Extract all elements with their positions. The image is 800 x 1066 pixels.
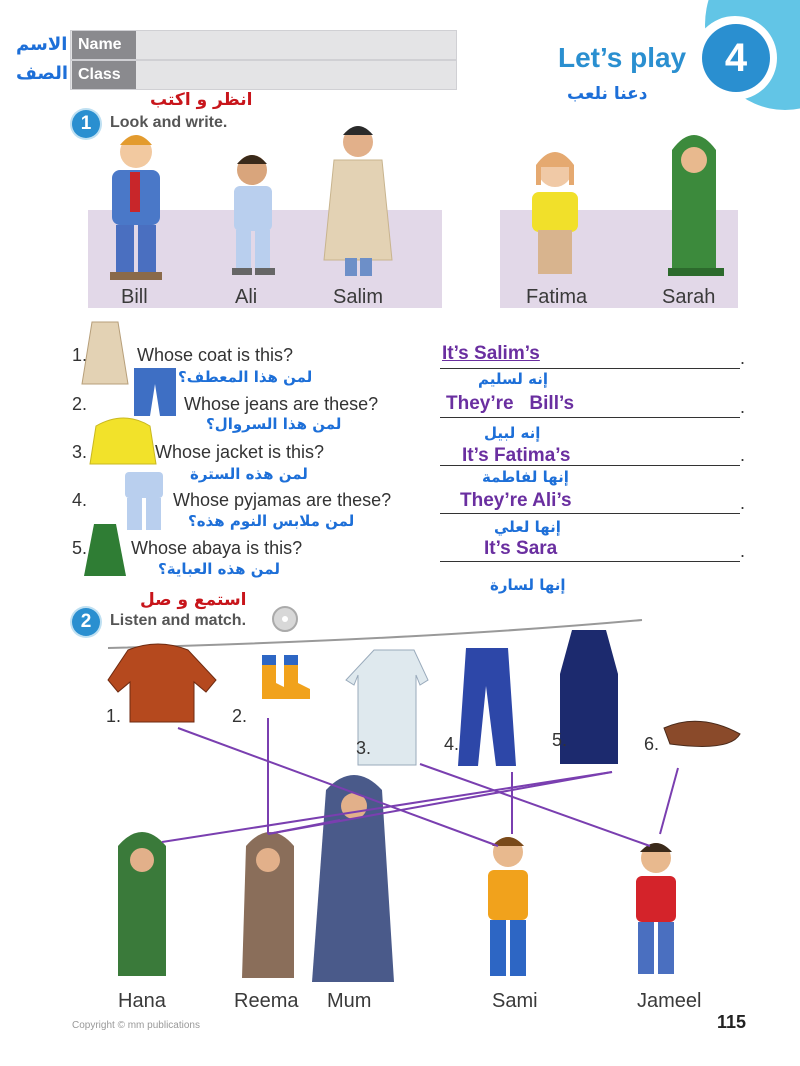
unit-title: Let’s play — [558, 42, 687, 73]
answer-period: . — [740, 397, 746, 417]
match-line-3 — [420, 764, 650, 846]
ex2-title-arabic: استمع و صل — [140, 590, 247, 610]
answer-arabic: إنه لسليم — [478, 370, 548, 388]
match-line-6 — [660, 768, 678, 834]
trousers-icon — [458, 648, 516, 766]
page-number: 115 — [717, 1012, 747, 1032]
answer-period: . — [740, 348, 746, 368]
unit-number-badge: 4 — [702, 24, 770, 92]
answer-period: . — [740, 541, 746, 561]
answer-text: They’re Ali’s — [460, 490, 572, 511]
name-sami: Sami — [492, 990, 538, 1012]
answer-period: . — [740, 445, 746, 465]
question-text: Whose jeans are these? — [184, 394, 379, 414]
item-number-1: 1. — [106, 706, 122, 726]
answer-arabic: إنها لسارة — [490, 576, 566, 594]
answer-text: It’s Sara — [484, 538, 558, 559]
question-arabic: لمن هذا المعطف؟ — [178, 368, 313, 386]
name-sarah: Sarah — [662, 286, 716, 308]
item-number-4: 4. — [444, 734, 460, 754]
jameel-figure — [636, 843, 676, 974]
answer-text: It’s Salim’s — [442, 343, 540, 364]
name-label: Name — [72, 31, 136, 59]
name-reema: Reema — [234, 990, 299, 1012]
name-label-arabic: الاسم — [16, 34, 68, 55]
ex1-title-arabic: انظر و اكتب — [150, 90, 253, 110]
washing-line — [108, 620, 642, 648]
question-arabic: لمن هذا السروال؟ — [206, 415, 342, 433]
answer-period: . — [740, 493, 746, 513]
question-number: 4. — [72, 490, 88, 510]
mum-figure — [312, 775, 394, 982]
name-mum: Mum — [327, 990, 372, 1012]
name-bill: Bill — [121, 286, 148, 308]
answer-arabic: إنها لعلي — [494, 518, 561, 536]
question-arabic: لمن هذه السترة — [190, 465, 308, 483]
item-number-6: 6. — [644, 734, 660, 754]
copyright: Copyright © mm publications — [72, 1020, 200, 1031]
answer-arabic: إنه لبيل — [484, 424, 541, 442]
reema-figure — [242, 832, 294, 978]
question-arabic: لمن ملابس النوم هذه؟ — [188, 512, 355, 530]
abaya-navy-icon — [560, 630, 618, 764]
ex1-title: Look and write. — [110, 114, 228, 131]
unit-title-arabic: دعنا نلعب — [567, 84, 648, 104]
name-salim: Salim — [333, 286, 384, 308]
question-text: Whose jacket is this? — [155, 442, 325, 462]
answer-text: It’s Fatima’s — [462, 445, 571, 466]
sami-figure — [488, 837, 528, 976]
ex1-number-badge: 1 — [72, 110, 100, 138]
name-fatima: Fatima — [526, 286, 588, 308]
question-text: Whose pyjamas are these? — [173, 490, 392, 510]
answer-text: They’re Bill’s — [446, 393, 575, 414]
name-hana: Hana — [118, 990, 166, 1012]
answer-arabic: إنها لفاطمة — [482, 468, 569, 486]
item-number-3: 3. — [356, 738, 372, 758]
jacket-clothes-icon — [108, 644, 216, 722]
question-number: 3. — [72, 442, 88, 462]
question-arabic: لمن هذه العباية؟ — [158, 560, 280, 578]
question-number: 1. — [72, 345, 88, 365]
question-text: Whose abaya is this? — [131, 538, 303, 558]
match-line-5 — [162, 772, 612, 842]
ex2-number-badge: 2 — [72, 608, 100, 636]
class-label: Class — [72, 61, 136, 89]
question-text: Whose coat is this? — [137, 345, 294, 365]
sandals-icon — [664, 721, 740, 746]
hana-figure — [118, 832, 166, 976]
name-ali: Ali — [235, 286, 258, 308]
item-number-5: 5. — [552, 730, 568, 750]
class-label-arabic: الصف — [16, 63, 69, 84]
question-number: 5. — [72, 538, 88, 558]
question-number: 2. — [72, 394, 88, 414]
socks-icon — [262, 655, 310, 699]
ex2-title: Listen and match. — [110, 612, 247, 629]
item-number-2: 2. — [232, 706, 248, 726]
name-jameel: Jameel — [637, 990, 702, 1012]
